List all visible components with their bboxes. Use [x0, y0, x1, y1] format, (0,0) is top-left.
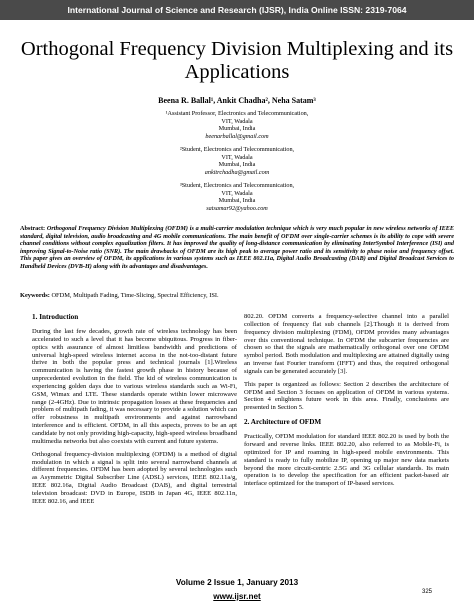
author-email[interactable]: satsamar92@yahoo.com	[206, 204, 268, 212]
left-column	[32, 313, 237, 511]
affiliation-3	[100, 182, 374, 212]
abstract-text: Orthogonal Frequency Division Multiplexing (OFDM) is a multi-carrier modulation technique which is very much popular in new wireless networks of IEEE standard, digital television, audio broadcasting and 4G mobile communications. The main benefit of OFDM over single-carrier schemes is its ability to cope with severe channel conditions without complex equalization filters. It has improved the quality of long-distance communication by eliminating InterSymbol Interference (ISI) and improving Signal-to-Noise ratio (SNR). The main drawbacks of OFDM are its high peak to average power ratio and its sensitivity to phase noise and frequency offset. This paper gives an overview of OFDM, its applications in various systems such as IEEE 802.11a, Digital Audio Broadcasting (DAB) and Digital Broadcast Services to Handheld Devices (DVB-H) along with its advantages and disadvantages.	[20, 225, 454, 270]
affiliation-line: VIT, Wadala	[221, 189, 253, 197]
affiliation-line: ¹Assistant Professor, Electronics and Telecommunication,	[165, 110, 309, 117]
affiliation-line: Mumbai, India	[218, 197, 256, 204]
affiliation-2	[100, 146, 374, 176]
keywords	[20, 292, 454, 300]
paper-title: Orthogonal Frequency Division Multiplexing and its Applications	[20, 38, 454, 83]
section-heading-architecture: 2. Architecture of OFDM	[244, 418, 322, 427]
author-list: Beena R. Ballal¹, Ankit Chadha², Neha Satam³	[158, 96, 316, 105]
affiliation-1	[100, 110, 374, 140]
journal-header: International Journal of Science and Research (IJSR), India Online ISSN: 2319-7064	[0, 0, 474, 20]
keywords-label: Keywords:	[20, 292, 50, 299]
paragraph: This paper is organized as follows: Section 2 describes the architecture of OFDM and Section 3 focuses on application of OFDM in various systems. Section 4 enlightens future work in this area. Finally, conclusions are presented in Section 5.	[244, 380, 449, 412]
author-email[interactable]: ankitrchadha@gmail.com	[204, 168, 270, 176]
paragraph: 802.20. OFDM converts a frequency-selective channel into a parallel collection of frequency flat sub channels [2].Though it is derived from frequency division multiplexing (FDM), OFDM provides many advantages over this conventional technique. In OFDM the subcarrier frequencies are chosen so that the signals are mathematically orthogonal over one OFDM symbol period. Both modulation and multiplexing are attained digitally using an inverse fast Fourier transform (IFFT) and thus, the required orthogonal signals can be generated accurately [3].	[244, 313, 449, 375]
affiliation-line: VIT, Wadala	[221, 153, 253, 161]
keywords-text: OFDM, Multipath Fading, Time-Slicing, Spectral Efficiency, ISI.	[51, 292, 219, 299]
paragraph: Practically, OFDM modulation for standard IEEE 802.20 is used by both the forward and reverse links. IEEE 802.20, also referred to as Mobile-Fi, is optimized for IP and roaming in high-speed mobile environments. This standard is ready to fully mobilize IP, opening up major new data markets beyond the more circuit-centric 2.5G and 3G cellular standards. Its main operation is to develop the specification for an efficient packet-based air interface optimized for the transport of IP-based services.	[244, 433, 449, 488]
author-email[interactable]: beenarballal@gmail.com	[205, 132, 269, 140]
footer-issue: Volume 2 Issue 1, January 2013	[175, 578, 299, 587]
footer-url-link[interactable]: www.ijsr.net	[213, 592, 261, 601]
affiliation-line: ²Student, Electronics and Telecommunication,	[179, 146, 295, 153]
abstract-label: Abstract:	[20, 225, 46, 232]
section-heading-introduction: 1. Introduction	[32, 313, 79, 321]
affiliation-line: ³Student, Electronics and Telecommunication,	[179, 182, 295, 189]
affiliation-line: VIT, Wadala	[221, 117, 253, 125]
paragraph: Orthogonal frequency-division multiplexing (OFDM) is a method of digital modulation in which a signal is split into several narrowband channels at different frequencies. OFDM has been adopted by several technologies such as Asymmetric Digital Subscriber Line (ADSL) services, IEEE 802.11a/g, IEEE 802.16a, Digital Audio Broadcast (DAB), and digital terrestrial television broadcast: DVD in Europe, ISDB in Japan 4G, IEEE 802.11n, IEEE 802.16, and IEEE	[32, 450, 237, 505]
page-number: 325	[422, 589, 433, 595]
affiliation-line: Mumbai, India	[218, 125, 256, 132]
affiliation-line: Mumbai, India	[218, 161, 256, 168]
abstract	[20, 225, 454, 271]
right-column	[244, 313, 449, 493]
paragraph: During the last few decades, growth rate of wireless technology has been accelerated to such a level that it has become ubiquitous. Progress in fiber-optics with assurance of almost limitless bandwidth and predictions of universal high-speed wireless internet access in the not-too-distant future thrive in both the popular press and technical journals [1].Wireless communication is having the fastest growth phase in history because of unprecedented evolution in the field. The kid of wireless communication is experiencing golden days due to various wireless standards such as Wi-Fi, GSM, Wimax and LTE. These standards operate within lower microwave range (2-4GHz). Due to intrinsic propagation losses at these frequencies and problem of multipath fading, it was necessary to provide a solution which can offer robustness in multipath environments and against narrowband interference and is efficient. OFDM, in all this aspects, proves to be an apt candidate by not only providing high-capacity, high-speed wireless broadband multimedia networks but also coexists with current and future systems.	[32, 328, 237, 445]
